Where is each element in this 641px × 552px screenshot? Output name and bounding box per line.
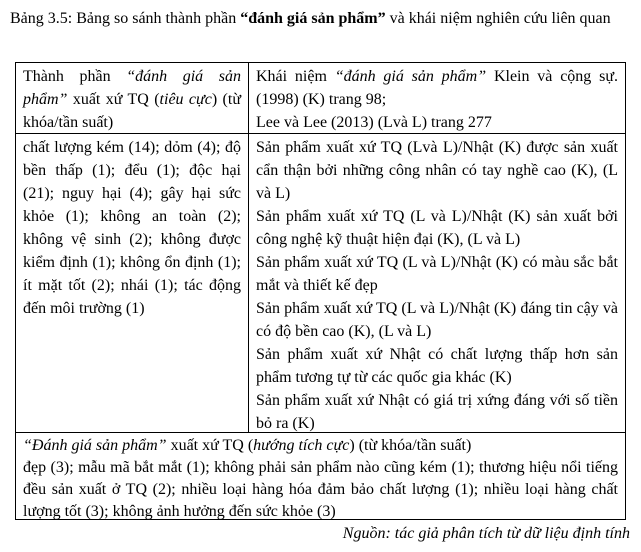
header-cell-concept: Khái niệm “đánh giá sản phẩm” Klein và cộng sự. (1998) (K) trang 98; Lee và Lee (2013) (Lvà L) trang 277 (248, 63, 625, 133)
statement-paragraph: Sản phẩm xuất xứ Nhật có chất lượng thấp hơn sản phẩm tương tự từ các quốc gia khác (K) (256, 346, 618, 386)
negative-keywords-cell: chất lượng kém (14); dỏm (4); độ bền thấp (1); đểu (1); độc hại (21); nguy hại (4); gây hại sức khỏe (1); không an toàn (2); không vệ sinh (2); không được kiểm định (1); không ổn định (1); ít mặt tốt (2); nhái (1); tác động đến môi trường (1) (23, 139, 241, 317)
positive-heading: “Đánh giá sản phẩm” xuất xứ TQ (hướng tích cực) (từ khóa/tần suất) (23, 437, 472, 454)
concept-statements-cell (248, 134, 625, 432)
positive-section-cell (16, 433, 625, 519)
comparison-table (15, 62, 626, 520)
table-body-row (16, 134, 625, 433)
statement-paragraph: Sản phẩm xuất xứ TQ (Lvà L)/Nhật (K) được sản xuất cẩn thận bởi những công nhân có tay nghề cao (K), (L và L) (256, 139, 618, 202)
source-note: Nguồn: tác giả phân tích từ dữ liệu định tính (342, 525, 630, 542)
statement-paragraph: Sản phẩm xuất xứ TQ (L và L)/Nhật (K) có màu sắc bắt mắt và thiết kế đẹp (256, 254, 618, 294)
positive-section-row (16, 433, 625, 519)
statement-paragraph: Sản phẩm xuất xứ Nhật có giá trị xứng đáng với số tiền bỏ ra (K) (256, 392, 618, 432)
statement-paragraph: Sản phẩm xuất xứ TQ (L và L)/Nhật (K) sản xuất bởi công nghệ kỹ thuật hiện đại (K), (L và L) (256, 208, 618, 248)
table-caption: Bảng 3.5: Bảng so sánh thành phần “đánh giá sản phẩm” và khái niệm nghiên cứu liên quan (10, 10, 611, 27)
table-header-row (16, 63, 625, 134)
positive-keywords: đẹp (3); mẫu mã bắt mắt (1); không phải sản phẩm nào cũng kém (1); thương hiệu nổi tiếng đều sản xuất ở TQ (2); nhiều loại hàng hóa đảm bảo chất lượng (1); nhiều loại hàng chất lượng tốt (3); không ảnh hưởng đến sức khỏe (3) (23, 459, 618, 519)
header-cell-negative-component: Thành phần “đánh giá sản phẩm” xuất xứ TQ (tiêu cực) (từ khóa/tần suất) (23, 68, 241, 131)
statement-paragraph: Sản phẩm xuất xứ TQ (L và L)/Nhật (K) đáng tin cậy và có độ bền cao (K), (L và L) (256, 300, 618, 340)
